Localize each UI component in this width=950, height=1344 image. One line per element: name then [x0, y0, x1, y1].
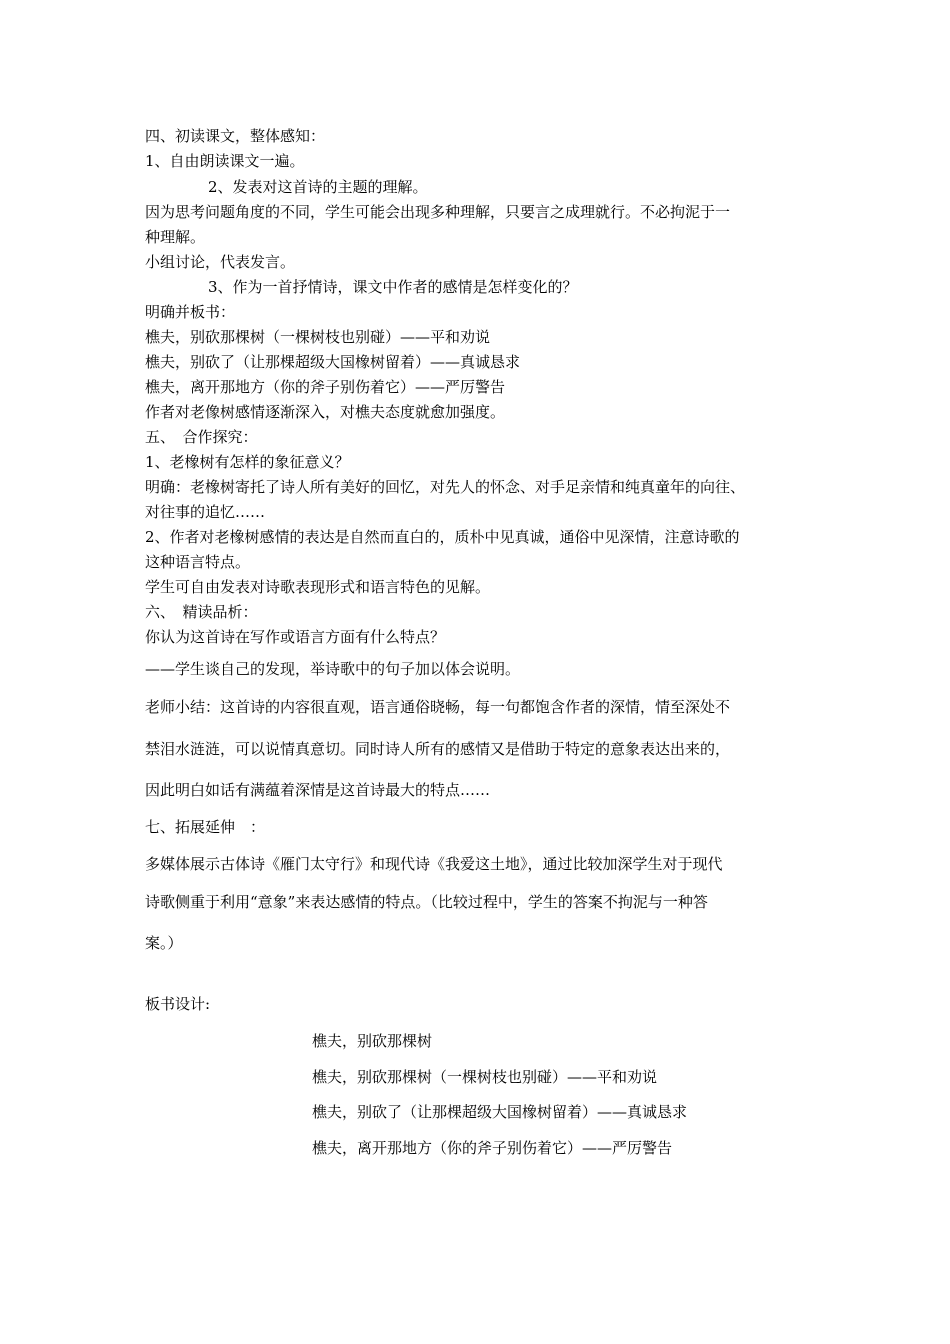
section4-summary: 作者对老像树感情逐渐深入，对樵夫态度就愈加强度。 — [145, 403, 506, 421]
section7-line1: 多媒体展示古体诗《雁门太守行》和现代诗《我爱这土地》，通过比较加深学生对于现代 — [145, 855, 723, 873]
section4-item2: 2、发表对这首诗的主题的理解。 — [208, 178, 428, 196]
section4-para2: 小组讨论，代表发言。 — [145, 253, 296, 271]
section7-line2: 诗歌侧重于利用“意象”来表达感情的特点。（比较过程中，学生的答案不拘泥与一种答 — [145, 893, 708, 911]
board-design-line2: 樵夫，别砍那棵树（一棵树枝也别碰）——平和劝说 — [312, 1068, 658, 1086]
section4-item1: 1、自由朗读课文一遍。 — [145, 152, 305, 170]
section6-teacher-line1: 老师小结：这首诗的内容很直观，语言通俗晓畅，每一句都饱含作者的深情，情至深处不 — [145, 698, 731, 716]
section4-board3: 樵夫，离开那地方（你的斧子别伤着它）——严厉警告 — [145, 378, 506, 396]
section5-q2-line1: 2、作者对老橡树感情的表达是自然而直白的，质朴中见真诚，通俗中见深情，注意诗歌的 — [145, 528, 740, 546]
section5-note: 学生可自由发表对诗歌表现形式和语言特色的见解。 — [145, 578, 491, 596]
section4-board2: 樵夫，别砍了（让那棵超级大国橡树留着）——真诚恳求 — [145, 353, 521, 371]
section5-a1-line2: 对往事的追忆…… — [145, 503, 266, 521]
section4-heading: 四、初读课文，整体感知： — [145, 127, 326, 145]
board-design-line4: 樵夫，离开那地方（你的斧子别伤着它）——严厉警告 — [312, 1139, 673, 1157]
section6-teacher-line2: 禁泪水涟涟，可以说情真意切。同时诗人所有的感情又是借助于特定的意象表达出来的， — [145, 740, 731, 758]
section4-board1: 樵夫，别砍那棵树（一棵树枝也别碰）——平和劝说 — [145, 328, 491, 346]
section6-teacher-line3: 因此明白如话有满蕴着深情是这首诗最大的特点…… — [145, 781, 491, 799]
section6-answer: ——学生谈自己的发现，举诗歌中的句子加以体会说明。 — [145, 660, 521, 678]
section5-heading: 五、 合作探究： — [145, 428, 258, 446]
section5-a1-line1: 明确：老橡树寄托了诗人所有美好的回忆，对先人的怀念、对手足亲情和纯真童年的向往、 — [145, 478, 746, 496]
section4-item3: 3、作为一首抒情诗，课文中作者的感情是怎样变化的？ — [208, 278, 578, 296]
board-design-heading: 板书设计: — [145, 995, 211, 1013]
board-design-line1: 樵夫，别砍那棵树 — [312, 1032, 433, 1050]
section6-heading: 六、 精读品析： — [145, 603, 258, 621]
section6-question: 你认为这首诗在写作或语言方面有什么特点？ — [145, 628, 446, 646]
section7-line3: 案。） — [145, 934, 183, 952]
section4-clarify: 明确并板书： — [145, 303, 236, 321]
section4-para1-line2: 种理解。 — [145, 228, 206, 246]
section4-para1-line1: 因为思考问题角度的不同，学生可能会出现多种理解，只要言之成理就行。不必拘泥于一 — [145, 203, 731, 221]
board-design-line3: 樵夫，别砍了（让那棵超级大国橡树留着）——真诚恳求 — [312, 1103, 688, 1121]
section5-q1: 1、老橡树有怎样的象征意义？ — [145, 453, 350, 471]
section7-heading: 七、拓展延伸 ： — [145, 818, 266, 836]
section5-q2-line2: 这种语言特点。 — [145, 553, 251, 571]
